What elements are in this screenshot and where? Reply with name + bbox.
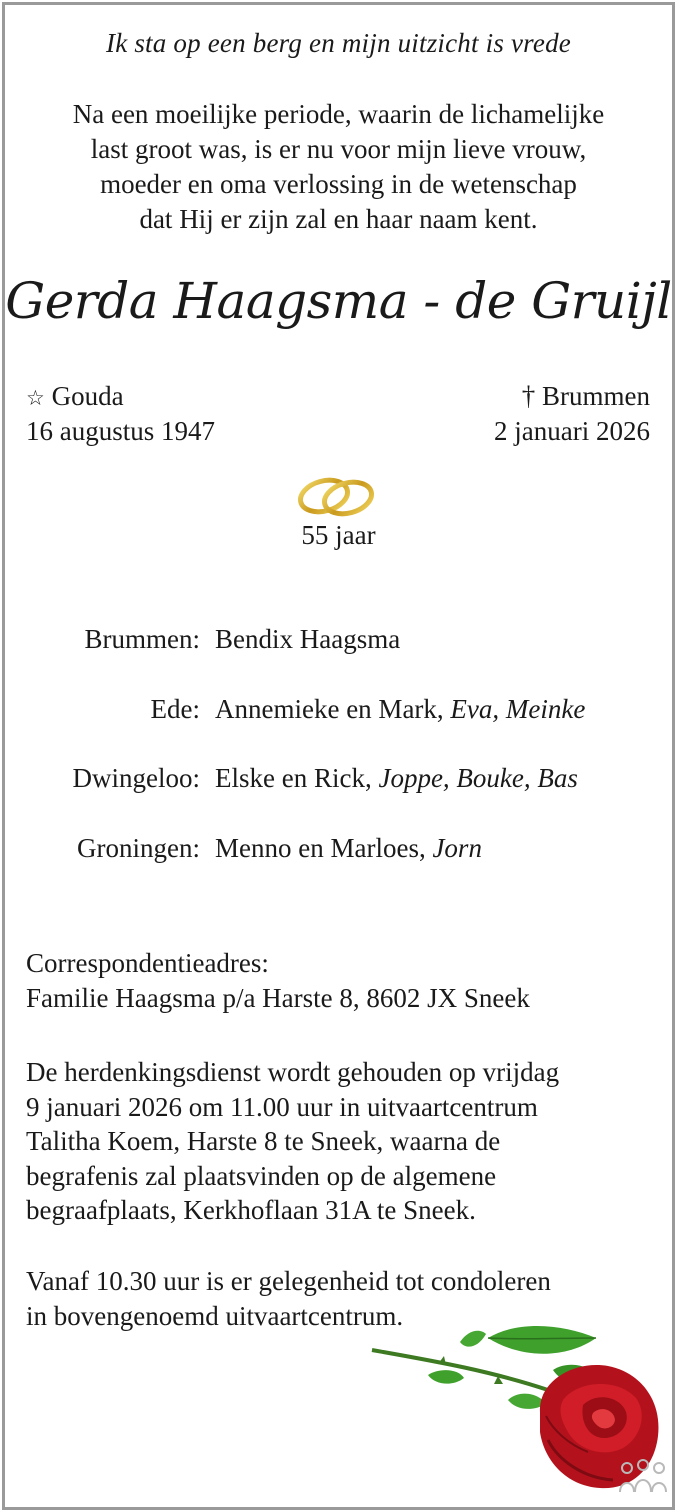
intro-text — [0, 97, 677, 237]
grandchildren: Eva, Meinke — [450, 694, 586, 724]
family-names — [215, 624, 400, 655]
family-place: Dwingeloo: — [72, 763, 200, 793]
birth-place-line — [26, 381, 124, 412]
family-members: Annemieke en Mark, — [215, 694, 451, 724]
family-members: Menno en Marloes, — [215, 833, 433, 863]
wedding-rings-icon — [294, 474, 378, 520]
marriage-years: 55 jaar — [301, 520, 376, 550]
condolence-line: Vanaf 10.30 uur is er gelegenheid tot condoleren — [26, 1266, 551, 1296]
family-place: Ede: — [150, 694, 200, 724]
birth-place: Gouda — [51, 381, 124, 411]
family-members: Bendix Haagsma — [215, 624, 401, 654]
condolence-line: in bovengenoemd uitvaartcentrum. — [26, 1300, 404, 1331]
death-place-line — [522, 381, 650, 412]
family-names — [215, 833, 482, 864]
family-place: Groningen: — [77, 833, 200, 863]
deceased-name: Gerda Haagsma - de Gruijl — [5, 272, 672, 330]
intro-line: last groot was, is er nu voor mijn lieve vrouw, — [90, 134, 587, 164]
death-date: 2 januari 2026 — [494, 416, 650, 446]
people-logo-icon — [618, 1456, 668, 1496]
grandchildren: Jorn — [432, 833, 482, 863]
service-line: Talitha Koem, Harste 8 te Sneek, waarna de — [26, 1126, 501, 1156]
grandchildren: Joppe, Bouke, Bas — [378, 763, 578, 793]
service-paragraph — [26, 1055, 559, 1228]
correspondence-block — [26, 946, 530, 1015]
service-line: 9 januari 2026 om 11.00 uur in uitvaartcentrum — [26, 1091, 538, 1122]
correspondence-address: Familie Haagsma p/a Harste 8, 8602 JX Sneek — [26, 982, 530, 1013]
family-names — [215, 763, 578, 794]
star-icon: ☆ — [26, 386, 45, 410]
family-members: Elske en Rick, — [215, 763, 379, 793]
service-line: De herdenkingsdienst wordt gehouden op vrijdag — [26, 1057, 560, 1087]
birth-date: 16 augustus 1947 — [26, 416, 215, 446]
intro-line: Na een moeilijke periode, waarin de lichamelijke — [72, 99, 605, 129]
correspondence-label: Correspondentieadres: — [26, 948, 269, 978]
intro-line: moeder en oma verlossing in de wetenschap — [100, 169, 577, 199]
family-place: Brummen: — [84, 624, 200, 654]
cross-icon: † — [521, 381, 536, 411]
service-line: begrafenis zal plaatsvinden op de algemene — [26, 1160, 497, 1191]
death-place: Brummen — [542, 381, 650, 411]
service-line: begraafplaats, Kerkhoflaan 31A te Sneek. — [26, 1195, 476, 1225]
family-names — [215, 694, 585, 725]
motto-text: Ik sta op een berg en mijn uitzicht is vrede — [106, 28, 571, 58]
intro-line: dat Hij er zijn zal en haar naam kent. — [139, 204, 538, 234]
